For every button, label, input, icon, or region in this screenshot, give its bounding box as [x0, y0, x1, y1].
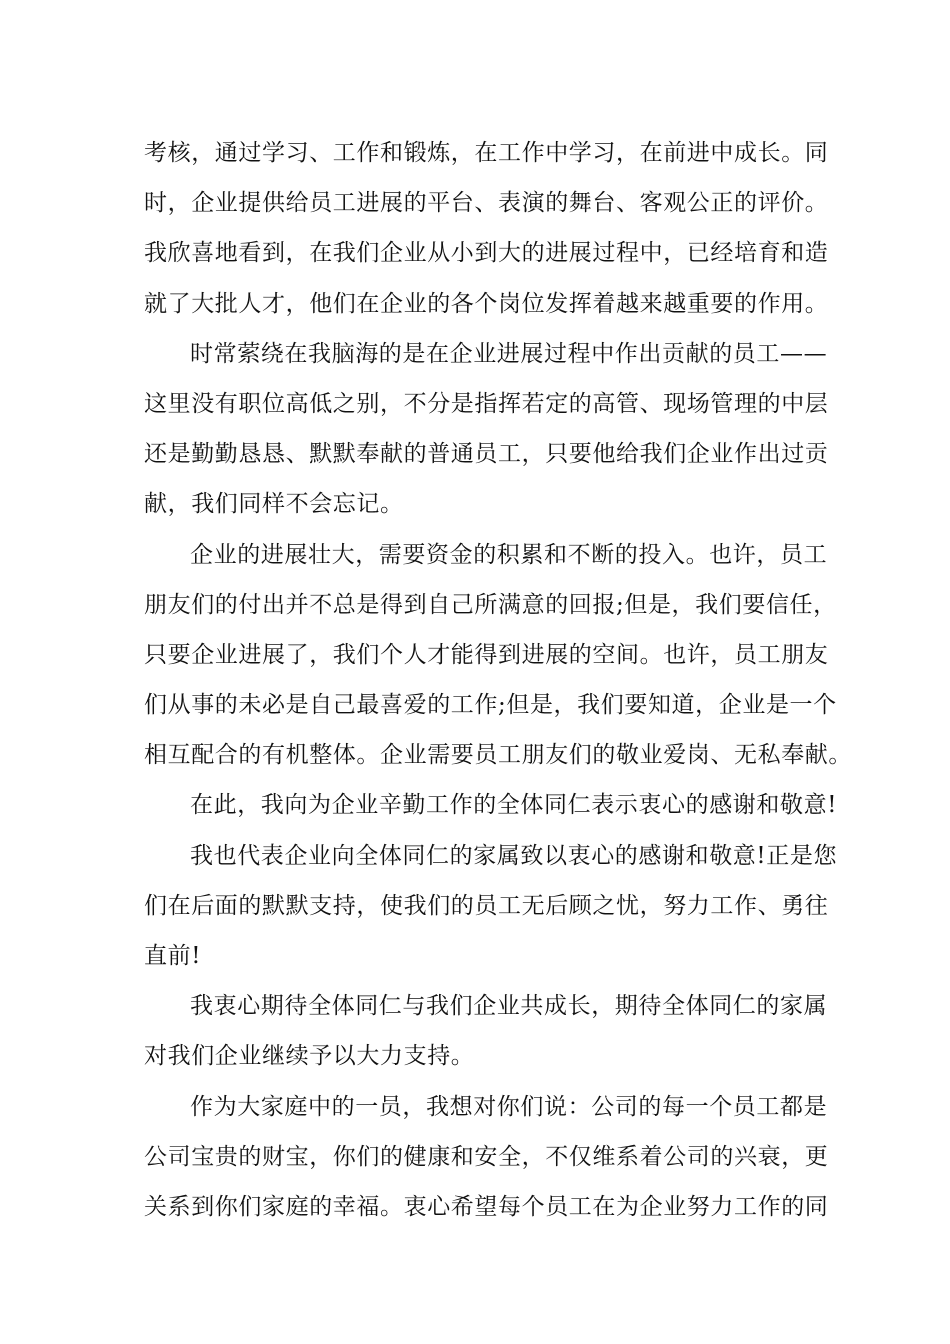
- text-line: 们在后面的默默支持，使我们的员工无后顾之忧，努力工作、勇往: [144, 892, 829, 919]
- text-line: 相互配合的有机整体。企业需要员工朋友们的敬业爱岗、无私奉献。: [144, 742, 852, 769]
- body-text: [144, 128, 852, 1232]
- paragraph-first-line: 时常萦绕在我脑海的是在企业进展过程中作出贡献的员工——: [190, 340, 828, 367]
- text-line: 们从事的未必是自己最喜爱的工作;但是，我们要知道，企业是一个: [144, 692, 837, 719]
- paragraph-first-line: 我衷心期待全体同仁与我们企业共成长，期待全体同仁的家属: [190, 993, 828, 1020]
- text-line: 关系到你们家庭的幸福。衷心希望每个员工在为企业努力工作的同: [144, 1193, 829, 1220]
- text-line: 就了大批人才，他们在企业的各个岗位发挥着越来越重要的作用。: [144, 290, 829, 317]
- text-line: 考核，通过学习、工作和锻炼，在工作中学习，在前进中成长。同: [144, 140, 829, 166]
- text-line: 对我们企业继续予以大力支持。: [144, 1043, 475, 1070]
- text-line: 只要企业进展了，我们个人才能得到进展的空间。也许，员工朋友: [144, 641, 829, 668]
- text-line: 献，我们同样不会忘记。: [144, 491, 404, 518]
- text-line: 我欣喜地看到，在我们企业从小到大的进展过程中，已经培育和造: [144, 240, 829, 267]
- paragraph-first-line: 我也代表企业向全体同仁的家属致以衷心的感谢和敬意!正是您: [190, 842, 838, 869]
- text-line: 还是勤勤恳恳、默默奉献的普通员工，只要他给我们企业作出过贡: [144, 441, 829, 468]
- text-line: 这里没有职位高低之别，不分是指挥若定的高管、现场管理的中层: [144, 390, 829, 417]
- paragraph-first-line: 企业的进展壮大，需要资金的积累和不断的投入。也许，员工: [190, 541, 828, 568]
- text-line: 直前!: [144, 943, 202, 969]
- paragraph-first-line: 作为大家庭中的一员，我想对你们说：公司的每一个员工都是: [190, 1093, 828, 1120]
- text-line: 时，企业提供给员工进展的平台、表演的舞台、客观公正的评价。: [144, 190, 829, 217]
- text-line: 朋友们的付出并不总是得到自己所满意的回报;但是，我们要信任，: [144, 591, 837, 618]
- text-line: 公司宝贵的财宝，你们的健康和安全，不仅维系着公司的兴衰，更: [144, 1143, 829, 1170]
- paragraph-first-line: 在此，我向为企业辛勤工作的全体同仁表示衷心的感谢和敬意!: [190, 792, 838, 819]
